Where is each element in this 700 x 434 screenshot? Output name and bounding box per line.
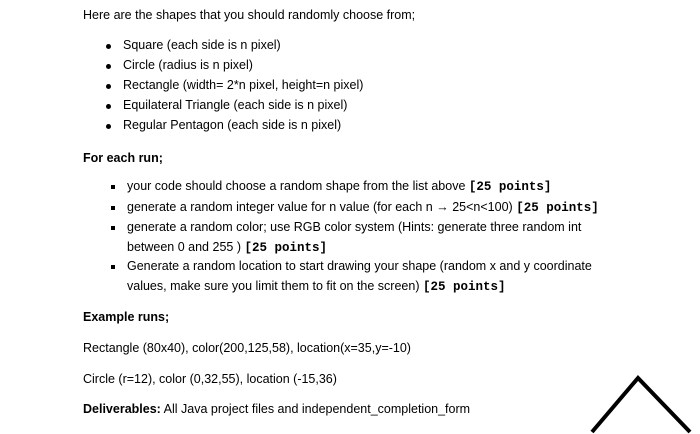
run-item-4-line-1: Generate a random location to start drawing your shape (random x and y coordinate (127, 259, 592, 273)
run-item-4-points: [25 points] (422, 280, 506, 294)
deliverables-text: All Java project files and independent_completion_form (163, 402, 471, 416)
arrow-right-icon: → (436, 200, 449, 214)
shape-item-square: Square (each side is n pixel) (123, 38, 281, 52)
run-item-2-pre: generate a random integer value for n value (for each n (127, 200, 433, 214)
run-item-3-text: between 0 and 255 ) (127, 240, 241, 254)
for-each-run-heading: For each run; (83, 151, 163, 165)
run-item-4-text: values, make sure you limit them to fit on the screen) (127, 279, 420, 293)
bullet-dot (106, 84, 111, 89)
run-item-4-line-2 (127, 279, 506, 294)
run-item-2 (127, 200, 599, 215)
run-item-2-post: 25<n<100) (452, 200, 513, 214)
bullet-dot (106, 64, 111, 69)
bullet-square (111, 185, 115, 189)
run-item-1-points: [25 points] (468, 180, 552, 194)
run-item-3-line-2 (127, 240, 327, 255)
shape-item-triangle: Equilateral Triangle (each side is n pixel) (123, 98, 348, 112)
bullet-square (111, 226, 115, 230)
triangle-outline (592, 378, 690, 432)
deliverables-line (83, 402, 470, 416)
run-item-1 (127, 179, 551, 194)
shape-item-rectangle: Rectangle (width= 2*n pixel, height=n pixel) (123, 78, 364, 92)
deliverables-label: Deliverables: (83, 402, 161, 416)
bullet-dot (106, 124, 111, 129)
bullet-square (111, 206, 115, 210)
run-item-1-text: your code should choose a random shape from the list above (127, 179, 466, 193)
run-item-2-points: [25 points] (516, 201, 599, 215)
shape-item-circle: Circle (radius is n pixel) (123, 58, 253, 72)
bullet-square (111, 265, 115, 269)
example-run-2: Circle (r=12), color (0,32,55), location (-15,36) (83, 372, 337, 386)
bullet-dot (106, 44, 111, 49)
run-item-3-line-1: generate a random color; use RGB color system (Hints: generate three random int (127, 220, 582, 234)
bullet-dot (106, 104, 111, 109)
example-run-1: Rectangle (80x40), color(200,125,58), location(x=35,y=-10) (83, 341, 411, 355)
shape-item-pentagon: Regular Pentagon (each side is n pixel) (123, 118, 342, 132)
run-item-3-points: [25 points] (244, 241, 327, 255)
triangle-drawing (588, 370, 696, 434)
example-runs-heading: Example runs; (83, 310, 170, 324)
intro-text: Here are the shapes that you should randomly choose from; (83, 8, 416, 22)
